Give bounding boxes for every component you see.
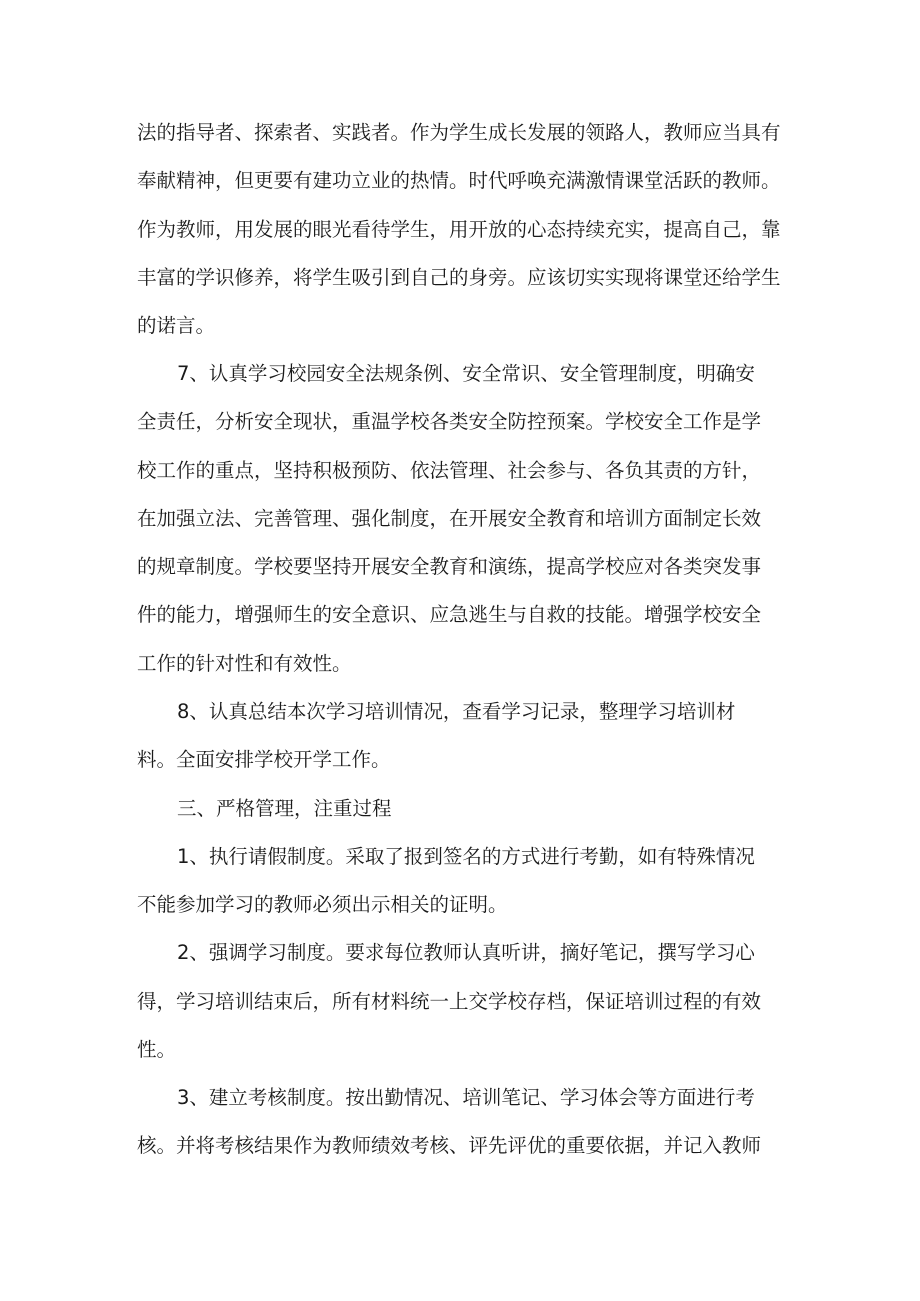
text-line: 核。并将考核结果作为教师绩效考核、评先评优的重要依据，并记入教师 (137, 1134, 762, 1157)
text-line: 料。全面安排学校开学工作。 (137, 748, 391, 771)
text-line: 在加强立法、完善管理、强化制度，在开展安全教育和培训方面制定长效 (137, 507, 762, 530)
text-line: 8、认真总结本次学习培训情况，查看学习记录，整理学习培训材 (177, 700, 736, 723)
text-line: 件的能力，增强师生的安全意识、应急逃生与自救的技能。增强学校安全 (137, 603, 762, 626)
text-line: 2、强调学习制度。要求每位教师认真听讲，摘好笔记，撰写学习心 (177, 941, 755, 964)
text-line: 工作的针对性和有效性。 (137, 652, 352, 675)
text-line: 不能参加学习的教师必须出示相关的证明。 (137, 893, 508, 916)
text-line: 的规章制度。学校要坚持开展安全教育和演练，提高学校应对各类突发事 (137, 555, 762, 578)
text-line: 校工作的重点，坚持积极预防、依法管理、社会参与、各负其责的方针， (137, 459, 762, 482)
section-heading: 三、严格管理，注重过程 (177, 797, 392, 820)
text-line: 7、认真学习校园安全法规条例、安全常识、安全管理制度，明确安 (177, 362, 755, 385)
text-line: 奉献精神，但更要有建功立业的热情。时代呼唤充满激情课堂活跃的教师。 (137, 169, 781, 192)
text-line: 全责任，分析安全现状，重温学校各类安全防控预案。学校安全工作是学 (137, 410, 762, 433)
text-line: 得，学习培训结束后，所有材料统一上交学校存档，保证培训过程的有效 (137, 990, 762, 1013)
text-line: 作为教师，用发展的眼光看待学生，用开放的心态持续充实，提高自己，靠 (137, 218, 781, 241)
text-line: 的诺言。 (137, 314, 216, 337)
text-line: 丰富的学识修养，将学生吸引到自己的身旁。应该切实实现将课堂还给学生 (137, 266, 781, 289)
text-line: 性。 (137, 1038, 177, 1061)
text-line: 法的指导者、探索者、实践者。作为学生成长发展的领路人，教师应当具有 (137, 121, 781, 144)
text-line: 1、执行请假制度。采取了报到签名的方式进行考勤，如有特殊情况 (177, 845, 755, 868)
text-line: 3、建立考核制度。按出勤情况、培训笔记、学习体会等方面进行考 (177, 1086, 755, 1109)
